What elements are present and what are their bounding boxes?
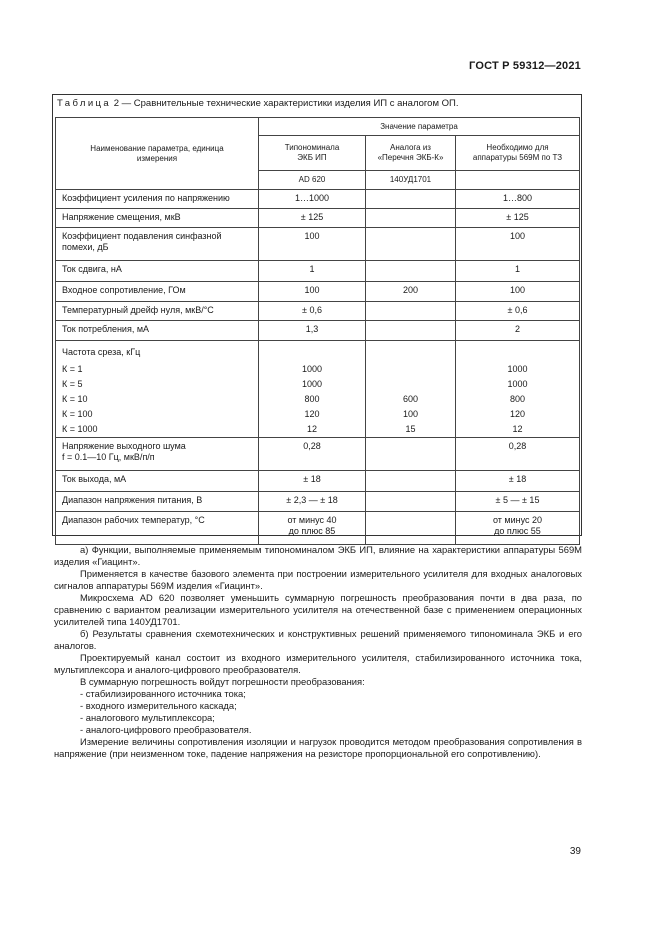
freq-k: К = 100 xyxy=(62,409,93,419)
freq-col1 xyxy=(259,341,366,438)
value-cell: 15 xyxy=(405,424,416,434)
temp-col3 xyxy=(456,512,580,545)
standard-number: ГОСТ Р 59312—2021 xyxy=(469,60,581,72)
spec-table xyxy=(55,117,580,545)
note-paragraph: Применяется в качестве базового элемента при построении измерительного усилителя для входных аналоговых сигналов аппаратуры 569М изделия «Гиацинт». xyxy=(54,568,582,591)
list-item: - аналогового мультиплексора; xyxy=(80,712,215,723)
freq-title: Частота среза, кГц xyxy=(62,347,141,357)
noise-param-cell xyxy=(56,438,259,471)
value-cell: 800 xyxy=(304,394,320,404)
value-cell xyxy=(366,209,456,228)
value-cell xyxy=(366,261,456,282)
value-cell xyxy=(366,228,456,261)
value-cell: 0,28 xyxy=(259,438,366,471)
value-cell: ± 0,6 xyxy=(456,302,580,321)
param-cell: Диапазон рабочих температур, °С xyxy=(56,512,259,545)
param-cell: Напряжение смещения, мкВ xyxy=(56,209,259,228)
note-paragraph: б) Результаты сравнения схемотехнических и конструктивных решений применяемого типономинала ЭКБ и его аналогов. xyxy=(54,628,582,651)
value-cell: 12 xyxy=(512,424,523,434)
freq-k: К = 10 xyxy=(62,394,88,404)
param-cell: Температурный дрейф нуля, мкВ/°С xyxy=(56,302,259,321)
value-cell: 800 xyxy=(509,394,526,404)
value-cell xyxy=(366,471,456,492)
table-row xyxy=(56,492,580,512)
noise-line2: f = 0.1—10 Гц, мкВ/п/п xyxy=(62,452,155,462)
header-col1-sub: AD 620 xyxy=(259,171,366,190)
param-cell: Диапазон напряжения питания, В xyxy=(56,492,259,512)
freq-k: К = 1 xyxy=(62,364,83,374)
value-cell xyxy=(366,492,456,512)
value-cell: ± 0,6 xyxy=(259,302,366,321)
table-row xyxy=(56,190,580,209)
freq-col3 xyxy=(456,341,580,438)
value-cell: 1,3 xyxy=(259,321,366,341)
value-cell xyxy=(366,438,456,471)
value-cell xyxy=(366,190,456,209)
value-cell: 100 xyxy=(259,282,366,302)
param-cell: Коэффициент подавления синфазной помехи, дБ xyxy=(56,228,259,261)
value-cell xyxy=(366,302,456,321)
table-row-freq xyxy=(56,341,580,438)
caption-text: 2 — Сравнительные технические характеристики изделия ИП с аналогом ОП. xyxy=(113,98,459,109)
header-col1: Типономинала ЭКБ ИП xyxy=(259,136,366,171)
value-cell xyxy=(366,321,456,341)
value-cell: 120 xyxy=(304,409,320,419)
header-col3-sub xyxy=(456,171,580,190)
temp-col1 xyxy=(259,512,366,545)
freq-k: К = 1000 xyxy=(62,424,98,434)
note-paragraph: а) Функции, выполняемые применяемым типономиналом ЭКБ ИП, влияние на характеристики аппаратуры 569М изделия «Гиацинт». xyxy=(54,544,582,567)
table-row xyxy=(56,261,580,282)
param-cell: Ток потребления, мА xyxy=(56,321,259,341)
value-cell: 12 xyxy=(306,424,317,434)
note-paragraph: Микросхема AD 620 позволяет уменьшить суммарную погрешность преобразования почти в два раза, по сравнению с вариантом реализации измерительного усилителя на отечественной базе с применением операционных усилителей типа 140УД1701. xyxy=(54,592,582,627)
value-cell: 120 xyxy=(509,409,526,419)
header-col3: Необходимо для аппаратуры 569М по ТЗ xyxy=(456,136,580,171)
value-cell xyxy=(366,512,456,545)
header-col2: Аналога из «Перечня ЭКБ-К» xyxy=(366,136,456,171)
note-paragraph: Проектируемый канал состоит из входного измерительного усилителя, стабилизированного источника тока, мультиплексора и аналого-цифрового преобразователя. xyxy=(54,652,582,675)
noise-line1: Напряжение выходного шума xyxy=(62,441,186,451)
header-value-group: Значение параметра xyxy=(259,118,580,136)
freq-col2 xyxy=(366,341,456,438)
freq-k: К = 5 xyxy=(62,379,83,389)
value-cell xyxy=(366,377,455,392)
value-cell: от минус 20 xyxy=(492,515,543,525)
table-row-noise xyxy=(56,438,580,471)
value-cell: ± 125 xyxy=(456,209,580,228)
value-cell: 1000 xyxy=(507,379,528,389)
note-paragraph: Измерение величины сопротивления изоляции и нагрузок проводится методом преобразования сопротивления в напряжение (при неизменном токе, падение напряжения на резисторе пропорциональной его сопротивлению). xyxy=(54,736,582,759)
table-row xyxy=(56,282,580,302)
table-frame xyxy=(52,94,582,536)
value-cell: ± 125 xyxy=(259,209,366,228)
param-cell: Ток выхода, мА xyxy=(56,471,259,492)
table-row-temp xyxy=(56,512,580,545)
value-cell xyxy=(366,362,455,377)
value-cell: 600 xyxy=(402,394,419,404)
value-cell: 100 xyxy=(402,409,419,419)
table-row xyxy=(56,302,580,321)
value-cell: 2 xyxy=(456,321,580,341)
notes-text xyxy=(54,544,582,760)
value-cell: 200 xyxy=(366,282,456,302)
value-cell: 100 xyxy=(456,282,580,302)
value-cell: 1 xyxy=(259,261,366,282)
list-item: - стабилизированного источника тока; xyxy=(80,688,246,699)
caption-label: Таблица xyxy=(57,98,112,109)
header-col2-sub: 140УД1701 xyxy=(366,171,456,190)
value-cell: 1000 xyxy=(507,364,528,374)
note-paragraph: В суммарную погрешность войдут погрешности преобразования: xyxy=(80,676,365,687)
value-cell: ± 2,3 — ± 18 xyxy=(259,492,366,512)
value-cell: 1…1000 xyxy=(259,190,366,209)
param-cell: Входное сопротивление, ГОм xyxy=(56,282,259,302)
value-cell: от минус 40 xyxy=(287,515,337,525)
freq-param-cell xyxy=(56,341,259,438)
list-item: - аналого-цифрового преобразователя. xyxy=(80,724,252,735)
value-cell: ± 18 xyxy=(456,471,580,492)
table-row xyxy=(56,471,580,492)
value-cell: 1000 xyxy=(301,379,323,389)
param-cell: Коэффициент усиления по напряжению xyxy=(56,190,259,209)
table-caption xyxy=(57,98,458,109)
table-row xyxy=(56,321,580,341)
header-param: Наименование параметра, единица измерения xyxy=(56,118,259,190)
value-cell: 1000 xyxy=(301,364,323,374)
value-cell: 0,28 xyxy=(456,438,580,471)
value-cell: 100 xyxy=(259,228,366,261)
page-number: 39 xyxy=(569,846,581,857)
value-cell: 100 xyxy=(456,228,580,261)
value-cell: 1…800 xyxy=(456,190,580,209)
value-cell: ± 5 — ± 15 xyxy=(456,492,580,512)
value-cell: 1 xyxy=(456,261,580,282)
value-cell: до плюс 55 xyxy=(494,526,541,536)
list-item: - входного измерительного каскада; xyxy=(80,700,237,711)
param-cell: Ток сдвига, нА xyxy=(56,261,259,282)
value-cell: до плюс 85 xyxy=(288,526,336,536)
table-row xyxy=(56,228,580,261)
value-cell: ± 18 xyxy=(259,471,366,492)
table-row xyxy=(56,209,580,228)
